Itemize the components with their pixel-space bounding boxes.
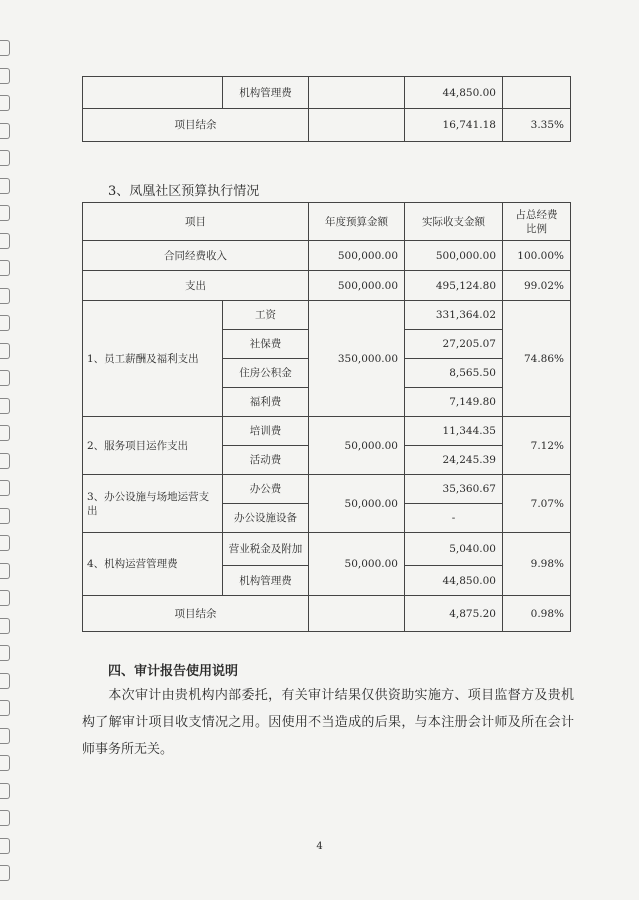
fenghuang-budget-table — [82, 202, 571, 632]
cell-sub: 办公费 — [223, 475, 309, 504]
cell-actual: 331,364.02 — [405, 301, 503, 330]
table-row — [83, 271, 571, 301]
cell-group-label: 2、服务项目运作支出 — [83, 417, 223, 475]
cell-sub: 办公设施设备 — [223, 504, 309, 533]
cell-budget: 50,000.00 — [309, 533, 405, 596]
table-row — [83, 475, 571, 504]
cell-actual: 35,360.67 — [405, 475, 503, 504]
cell-sub: 住房公积金 — [223, 359, 309, 388]
header-ratio — [503, 203, 571, 241]
cell-actual: 11,344.35 — [405, 417, 503, 446]
cell-actual: 500,000.00 — [405, 241, 503, 271]
cell-ratio: 7.12% — [503, 417, 571, 475]
cell-item — [83, 77, 223, 109]
cell-budget: 350,000.00 — [309, 301, 405, 417]
cell-budget: 500,000.00 — [309, 271, 405, 301]
table-row — [83, 241, 571, 271]
cell-actual: - — [405, 504, 503, 533]
binding-mark — [0, 233, 10, 249]
cell-ratio: 3.35% — [503, 109, 571, 142]
cell-sub: 机构管理费 — [223, 77, 309, 109]
cell-actual: 27,205.07 — [405, 330, 503, 359]
binding-mark — [0, 205, 10, 221]
binding-mark — [0, 398, 10, 414]
binding-mark — [0, 260, 10, 276]
binding-mark — [0, 150, 10, 166]
header-item: 项目 — [83, 203, 309, 241]
binding-mark — [0, 453, 10, 469]
binding-mark — [0, 590, 10, 606]
cell-actual: 7,149.80 — [405, 388, 503, 417]
binding-mark — [0, 40, 10, 56]
binding-mark — [0, 865, 10, 881]
table-row — [83, 417, 571, 446]
cell-budget: 50,000.00 — [309, 475, 405, 533]
cell-budget — [309, 109, 405, 142]
binding-mark — [0, 288, 10, 304]
cell-sub: 社保费 — [223, 330, 309, 359]
cell-actual: 5,040.00 — [405, 533, 503, 566]
cell-actual: 16,741.18 — [405, 109, 503, 142]
binding-mark — [0, 370, 10, 386]
table-row — [83, 109, 571, 142]
cell-ratio: 7.07% — [503, 475, 571, 533]
cell-actual: 8,565.50 — [405, 359, 503, 388]
binding-mark — [0, 95, 10, 111]
binding-mark — [0, 618, 10, 634]
binding-mark — [0, 123, 10, 139]
binding-mark — [0, 645, 10, 661]
cell-ratio: 74.86% — [503, 301, 571, 417]
header-actual: 实际收支金额 — [405, 203, 503, 241]
section-heading: 四、审计报告使用说明 — [108, 664, 239, 679]
usage-paragraph — [82, 682, 574, 763]
binding-mark — [0, 810, 10, 826]
header-ratio-line2: 比例 — [526, 222, 547, 235]
cell-actual: 44,850.00 — [405, 566, 503, 596]
binding-mark — [0, 563, 10, 579]
binding-mark — [0, 755, 10, 771]
header-ratio-line1: 占总经费 — [515, 208, 558, 221]
cell-sub: 机构管理费 — [223, 566, 309, 596]
cell-ratio: 9.98% — [503, 533, 571, 596]
cell-item: 项目结余 — [83, 109, 309, 142]
cell-actual: 44,850.00 — [405, 77, 503, 109]
binding-mark — [0, 728, 10, 744]
binding-mark — [0, 178, 10, 194]
cell-sub: 工资 — [223, 301, 309, 330]
binding-mark — [0, 425, 10, 441]
cell-group-label: 4、机构运营管理费 — [83, 533, 223, 596]
cell-ratio — [503, 77, 571, 109]
cell-budget — [309, 77, 405, 109]
cell-item: 合同经费收入 — [83, 241, 309, 271]
cell-sub: 活动费 — [223, 446, 309, 475]
cell-sub: 营业税金及附加 — [223, 533, 309, 566]
section-title: 3、凤凰社区预算执行情况 — [108, 184, 260, 199]
cell-group-label: 3、办公设施与场地运营支出 — [83, 475, 223, 533]
cell-item: 支出 — [83, 271, 309, 301]
binding-mark — [0, 700, 10, 716]
table-row — [83, 596, 571, 632]
table-row — [83, 533, 571, 566]
table-header-row — [83, 203, 571, 241]
cell-budget: 500,000.00 — [309, 241, 405, 271]
binding-mark — [0, 68, 10, 84]
binding-mark — [0, 480, 10, 496]
cell-sub: 福利费 — [223, 388, 309, 417]
binding-margin — [0, 0, 12, 900]
cell-ratio: 99.02% — [503, 271, 571, 301]
binding-mark — [0, 535, 10, 551]
cell-ratio: 100.00% — [503, 241, 571, 271]
table-row — [83, 77, 571, 109]
binding-mark — [0, 508, 10, 524]
cell-actual: 24,245.39 — [405, 446, 503, 475]
cell-actual: 495,124.80 — [405, 271, 503, 301]
cell-item: 项目结余 — [83, 596, 309, 632]
header-budget: 年度预算金额 — [309, 203, 405, 241]
binding-mark — [0, 315, 10, 331]
binding-mark — [0, 673, 10, 689]
page-number: 4 — [316, 841, 323, 852]
cell-budget: 50,000.00 — [309, 417, 405, 475]
cell-sub: 培训费 — [223, 417, 309, 446]
cell-budget — [309, 596, 405, 632]
table-row — [83, 301, 571, 330]
binding-mark — [0, 343, 10, 359]
binding-mark — [0, 783, 10, 799]
cell-actual: 4,875.20 — [405, 596, 503, 632]
usage-paragraph-text: 本次审计由贵机构内部委托，有关审计结果仅供资助实施方、项目监督方及贵机构了解审计项目收支情况之用。因使用不当造成的后果，与本注册会计师及所在会计师事务所无关。 — [82, 688, 574, 757]
budget-table-continued — [82, 76, 571, 142]
cell-group-label: 1、员工薪酬及福利支出 — [83, 301, 223, 417]
cell-ratio: 0.98% — [503, 596, 571, 632]
